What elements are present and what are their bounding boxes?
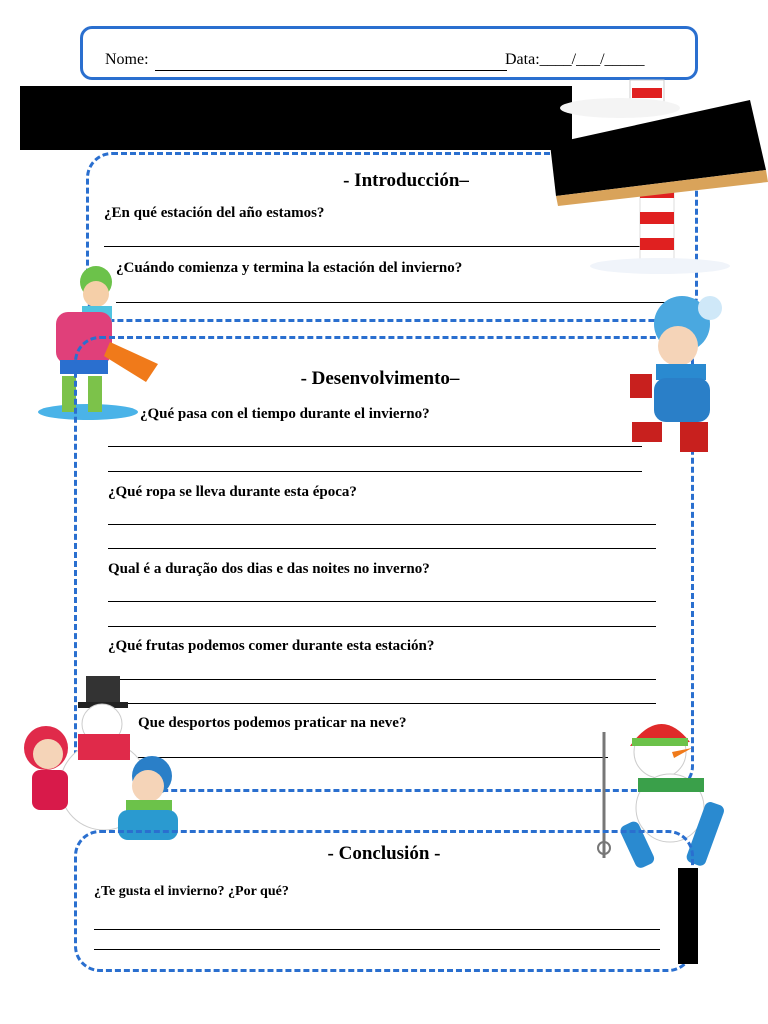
snowman-scarf [78,734,130,760]
mitten [630,374,652,398]
answer-line[interactable] [116,302,678,303]
development-question-3: Qual é a duração dos dias e das noites no inverno? [108,561,430,577]
answer-line[interactable] [108,524,656,525]
intro-question-1: ¿En qué estación del año estamos? [104,205,325,221]
development-title: - Desenvolvimento– [300,368,460,389]
answer-line[interactable] [108,548,656,549]
development-question-2: ¿Qué ropa se lleva durante esta época? [108,484,357,500]
answer-line[interactable] [94,949,660,950]
name-field[interactable] [155,70,507,71]
snowman-kids-illustration [18,676,188,846]
snow-cap [560,98,680,118]
answer-line[interactable] [94,929,660,930]
leg-left [632,422,662,442]
intro-question-2: ¿Cuándo comienza y termina la estación del invierno? [116,260,463,276]
answer-line[interactable] [108,471,642,472]
development-question-1: ¿Qué pasa con el tiempo durante el invierno? [140,406,430,422]
girl-face [33,739,63,769]
scarf [638,778,704,792]
answer-line[interactable] [108,446,642,447]
signpost-illustration [540,74,768,274]
answer-line[interactable] [108,601,656,602]
face [658,326,698,366]
girl-coat [32,770,68,810]
leg-right [680,422,708,452]
date-label[interactable]: Data:____/___/_____ [505,51,645,68]
development-question-5: Que desportos podemos praticar na neve? [138,715,407,731]
answer-line[interactable] [108,679,656,680]
conclusion-question-1: ¿Te gusta el invierno? ¿Por qué? [94,884,289,899]
redacted-title-bar [20,86,572,150]
hat-band [632,738,688,746]
body [654,378,710,422]
scarf [656,364,706,380]
pole-stripe [640,238,674,250]
answer-line[interactable] [108,703,656,704]
development-question-4: ¿Qué frutas podemos comer durante esta estación? [108,638,435,654]
snowman-hat [86,676,120,704]
pompom [698,296,722,320]
answer-line[interactable] [108,626,656,627]
header-box [80,26,698,80]
conclusion-title: - Conclusión - [327,843,441,864]
name-label: Nome: [105,51,149,68]
redacted-side-bar [678,868,698,964]
boy-snow-illustration [624,294,734,460]
pole-stripe [640,212,674,224]
snow-ground [590,258,730,274]
boy-face [132,770,164,802]
pole-top-stripe [632,88,662,98]
intro-title: - Introducción– [343,170,469,191]
face [83,281,109,307]
answer-line[interactable] [138,757,608,758]
